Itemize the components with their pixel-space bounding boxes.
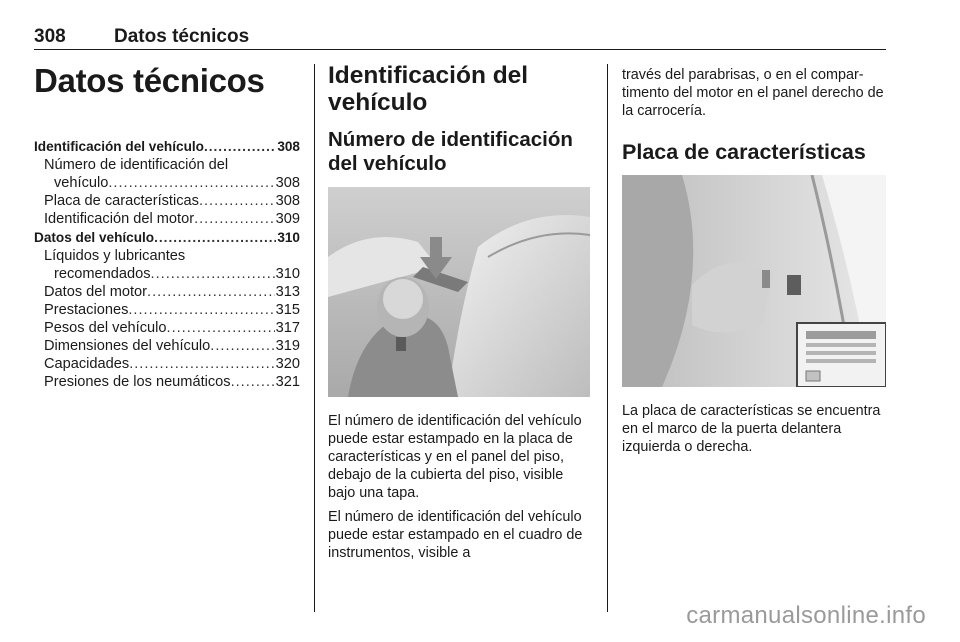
toc-section-entry[interactable] (34, 229, 300, 247)
toc-entry-title: Capacidades (44, 356, 130, 372)
toc-entry[interactable] (34, 319, 300, 337)
column-divider (314, 64, 315, 612)
toc-entry-title: vehículo (54, 175, 109, 191)
toc-page-number: 317 (275, 320, 300, 336)
section-title: Identificación del vehículo (328, 62, 529, 116)
toc-leader-dots (199, 192, 275, 210)
toc-entry-title: Placa de características (44, 193, 199, 209)
toc-entry-title: Presiones de los neumáticos (44, 374, 231, 390)
toc-leader-dots (147, 283, 275, 301)
toc-entry-title: Identificación del motor (44, 211, 195, 227)
watermark: carmanualsonline.info (686, 602, 926, 629)
toc-entry-title: recomendados (54, 266, 151, 282)
page-number: 308 (34, 26, 66, 47)
toc-column (34, 62, 300, 391)
toc-leader-dots (154, 229, 276, 247)
table-of-contents (34, 138, 300, 391)
vin-heading: Número de identificación del vehículo (328, 128, 573, 175)
toc-entry[interactable] (34, 355, 300, 373)
column-divider (607, 64, 608, 612)
vin-paragraph-continuation: través del parabrisas, o en el compartimento del motor en el panel derecho de la carrocería. (622, 67, 884, 119)
toc-entry-title: Líquidos y lubricantes (44, 248, 186, 264)
toc-leader-dots (128, 301, 274, 319)
toc-entry-title: Datos del vehículo (34, 230, 155, 245)
toc-entry[interactable] (34, 283, 300, 301)
running-title: Datos técnicos (114, 26, 250, 47)
toc-entry[interactable] (34, 265, 300, 283)
toc-entry[interactable] (34, 373, 300, 391)
toc-entry[interactable] (34, 156, 300, 174)
toc-page-number: 315 (275, 302, 300, 318)
toc-leader-dots (204, 138, 276, 156)
toc-page-number: 310 (277, 230, 300, 245)
toc-leader-dots (151, 265, 275, 283)
toc-entry[interactable] (34, 174, 300, 192)
toc-page-number: 308 (275, 193, 300, 209)
toc-leader-dots (129, 355, 274, 373)
content-column-1 (328, 62, 590, 562)
toc-entry-title: Dimensiones del vehículo (44, 338, 211, 354)
content-column-2 (622, 62, 886, 456)
toc-entry-title: Número de identificación del (44, 157, 229, 173)
toc-entry[interactable] (34, 247, 300, 265)
toc-entry[interactable] (34, 192, 300, 210)
toc-leader-dots (167, 319, 275, 337)
plate-paragraph: La placa de características se encuentra en el marco de la puerta delantera izquierda o derecha. (622, 403, 881, 455)
plate-heading: Placa de características (622, 140, 866, 164)
toc-page-number: 309 (275, 211, 300, 227)
toc-page-number: 320 (275, 356, 300, 372)
plate-location-image (622, 175, 886, 387)
toc-entry-title: Prestaciones (44, 302, 129, 318)
toc-page-number: 310 (275, 266, 300, 282)
toc-leader-dots (210, 337, 274, 355)
toc-page-number: 319 (275, 338, 300, 354)
toc-leader-dots (231, 373, 275, 391)
toc-entry-title: Pesos del vehículo (44, 320, 167, 336)
toc-entry[interactable] (34, 337, 300, 355)
page-header (34, 22, 886, 50)
toc-page-number: 308 (277, 139, 300, 154)
toc-leader-dots (194, 210, 275, 228)
toc-entry[interactable] (34, 210, 300, 228)
toc-page-number: 308 (275, 175, 300, 191)
chapter-title: Datos técnicos (34, 62, 265, 99)
vin-paragraph-2: El número de identificación del vehículo puede estar estampado en el cuadro de instrumentos, visible a (328, 509, 583, 561)
toc-page-number: 321 (275, 374, 300, 390)
toc-page-number: 313 (275, 284, 300, 300)
vin-paragraph-1: El número de identificación del vehículo puede estar estampado en la placa de características y en el panel del piso, debajo de la cubierta del piso, visible bajo una tapa. (328, 413, 582, 501)
vin-location-image (328, 187, 590, 397)
toc-section-entry[interactable] (34, 138, 300, 156)
toc-entry[interactable] (34, 301, 300, 319)
toc-leader-dots (108, 174, 274, 192)
toc-entry-title: Datos del motor (44, 284, 148, 300)
toc-entry-title: Identificación del vehículo (34, 139, 204, 154)
